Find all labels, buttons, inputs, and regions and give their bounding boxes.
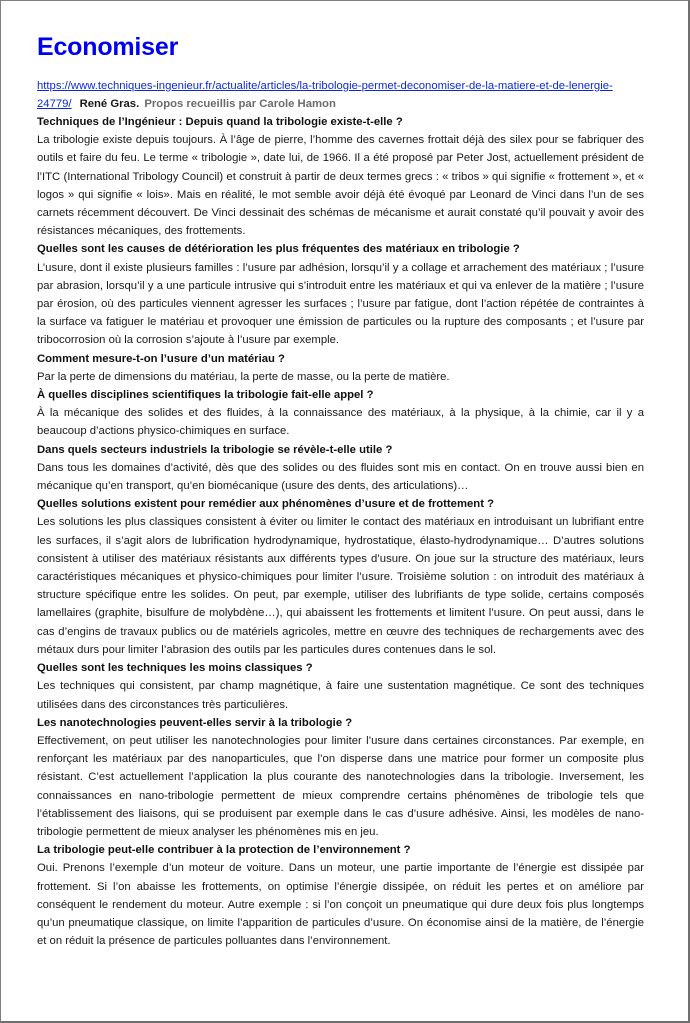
source-link-line2[interactable]: 24779/ (37, 98, 72, 110)
question: Les nanotechnologies peuvent-elles servir à la tribologie ? (37, 716, 353, 729)
question: Quelles sont les techniques les moins classiques ? (37, 662, 313, 675)
answer: Les techniques qui consistent, par champ magnétique, à faire une sustentation magnétique. Ce sont des techniques utilisées dans des circonstances très particulières. (37, 680, 644, 711)
answer: La tribologie existe depuis toujours. À l’âge de pierre, l’homme des cavernes frottait déjà des silex pour se fabriquer des outils et faire du feu. Le terme « tribologie », date lui, de 1966. Il a été proposé par Peter Jost, actuellement président de l’ITC (International Tribology Council) et construit à partir de deux termes grecs : « tribos » qui signifie « frottement », et « logos » qui signifie « lois». Mais en réalité, le mot semble avoir déjà été évoqué par Leonard de Vinci dans l’un de ses carnets récemment découvert. De Vinci dessinait des schémas de mécanisme et aurait constaté qu’il pouvait y avoir des résistances mécaniques, des frottements. (37, 134, 644, 238)
answer: Les solutions les plus classiques consistent à éviter ou limiter le contact des matériaux en introduisant un lubrifiant entre les surfaces, il s’agit alors de lubrification hydrodynamique, hydrostatique, élasto-hydrodynamique… D’autres solutions consistent à utiliser des matériaux résistants aux différents types d’usure. On joue sur la structure des matériaux, leurs caractéristiques mécaniques et physico-chimiques pour limiter l’usure. Troisième solution : on introduit des matériaux à structure spécifique entre les solides. On peut, par exemple, utiliser des lubrifiants de type solide, certains composés lamellaires (graphite, bisulfure de molybdène…), qui abaissent les frottements et limitent l’usure. On peut aussi, dans le cas d’engins de travaux publics ou de matériels agricoles, mettre en œuvre des techniques de rechargements avec des métaux durs pour limiter l’abrasion des outils par les particules dures contenues dans le sol. (37, 516, 644, 656)
question: Dans quels secteurs industriels la tribologie se révèle-t-elle utile ? (37, 443, 393, 456)
source-link-line1[interactable]: https://www.techniques-ingenieur.fr/actualite/articles/la-tribologie-permet-deconomiser-de-la-matiere-et-de-lenergie- (37, 80, 613, 92)
question: Comment mesure-t-on l’usure d’un matériau ? (37, 352, 285, 365)
question: À quelles disciplines scientifiques la tribologie fait-elle appel ? (37, 389, 374, 402)
answer: À la mécanique des solides et des fluides, à la connaissance des matériaux, à la physique, à la chimie, car il y a beaucoup d’actions physico-chimiques en surface. (37, 407, 644, 438)
source-line (37, 77, 644, 113)
question: Techniques de l’Ingénieur : Depuis quand la tribologie existe-t-elle ? (37, 116, 403, 128)
qa-list (37, 113, 644, 950)
answer: Par la perte de dimensions du matériau, la perte de masse, ou la perte de matière. (37, 370, 450, 383)
question: La tribologie peut-elle contribuer à la protection de l’environnement ? (37, 844, 411, 857)
document-title: Economiser (37, 33, 179, 61)
answer: Dans tous les domaines d’activité, dès que des solides ou des fluides sont mis en contact. On en trouve aussi bien en mécanique qu’en transport, qu’en biomécanique (usure des dents, des articulations)… (37, 461, 644, 493)
author-name: René Gras. (79, 98, 140, 110)
question: Quelles sont les causes de détérioration les plus fréquentes des matériaux en tribologie ? (37, 243, 520, 256)
answer: Oui. Prenons l’exemple d’un moteur de voiture. Dans un moteur, une partie importante de l’énergie est dissipée par frottement. Si l’on abaisse les frottements, on optimise l’énergie dissipée, on réduit les pertes et on améliore par conséquent le rendement du moteur. Autre exemple : si l’on conçoit un pneumatique qui dure deux fois plus longtemps qu’un pneumatique classique, on limite l’apparition de particules d’usure. On économise ainsi de la matière, de l’énergie et on réduit la présence de particules polluantes dans l’environnement. (37, 862, 644, 948)
question: Quelles solutions existent pour remédier aux phénomènes d’usure et de frottement ? (37, 498, 494, 511)
interviewer-credit: Propos recueillis par Carole Hamon (144, 98, 336, 110)
answer: L’usure, dont il existe plusieurs familles : l’usure par adhésion, lorsqu’il y a collage et arrachement des matériaux ; l’usure par abrasion, lorsqu’il y a une particule intrusive qui s’introduit entre les matériaux et qui va enlever de la matière ; l’usure par érosion, où des particules viennent agresser les surfaces ; l’usure par fatigue, dont l’action répétée de contraintes à la surface va fatiguer le matériau et provoquer une émission de particules ou la rupture des composants ; et l’usure par tribocorrosion où la corrosion s’ajoute à l’usure par exemple. (37, 261, 644, 347)
answer: Effectivement, on peut utiliser les nanotechnologies pour limiter l’usure dans certaines circonstances. Par exemple, en renforçant les matériaux par des nanoparticules, que l’on disperse dans une matrice pour former un composite plus résistant. C’est actuellement l’application la plus courante des nanotechnologies dans la tribologie. Inversement, les connaissances en nano-tribologie permettent de mieux comprendre certains phénomènes de tribologie tels que l’établissement des liaisons, qui se produisent par exemple dans le cas d’usure adhésive. Ainsi, les modèles de nano-tribologie permettent de mieux analyser les phénomènes mis en jeu. (37, 734, 644, 838)
